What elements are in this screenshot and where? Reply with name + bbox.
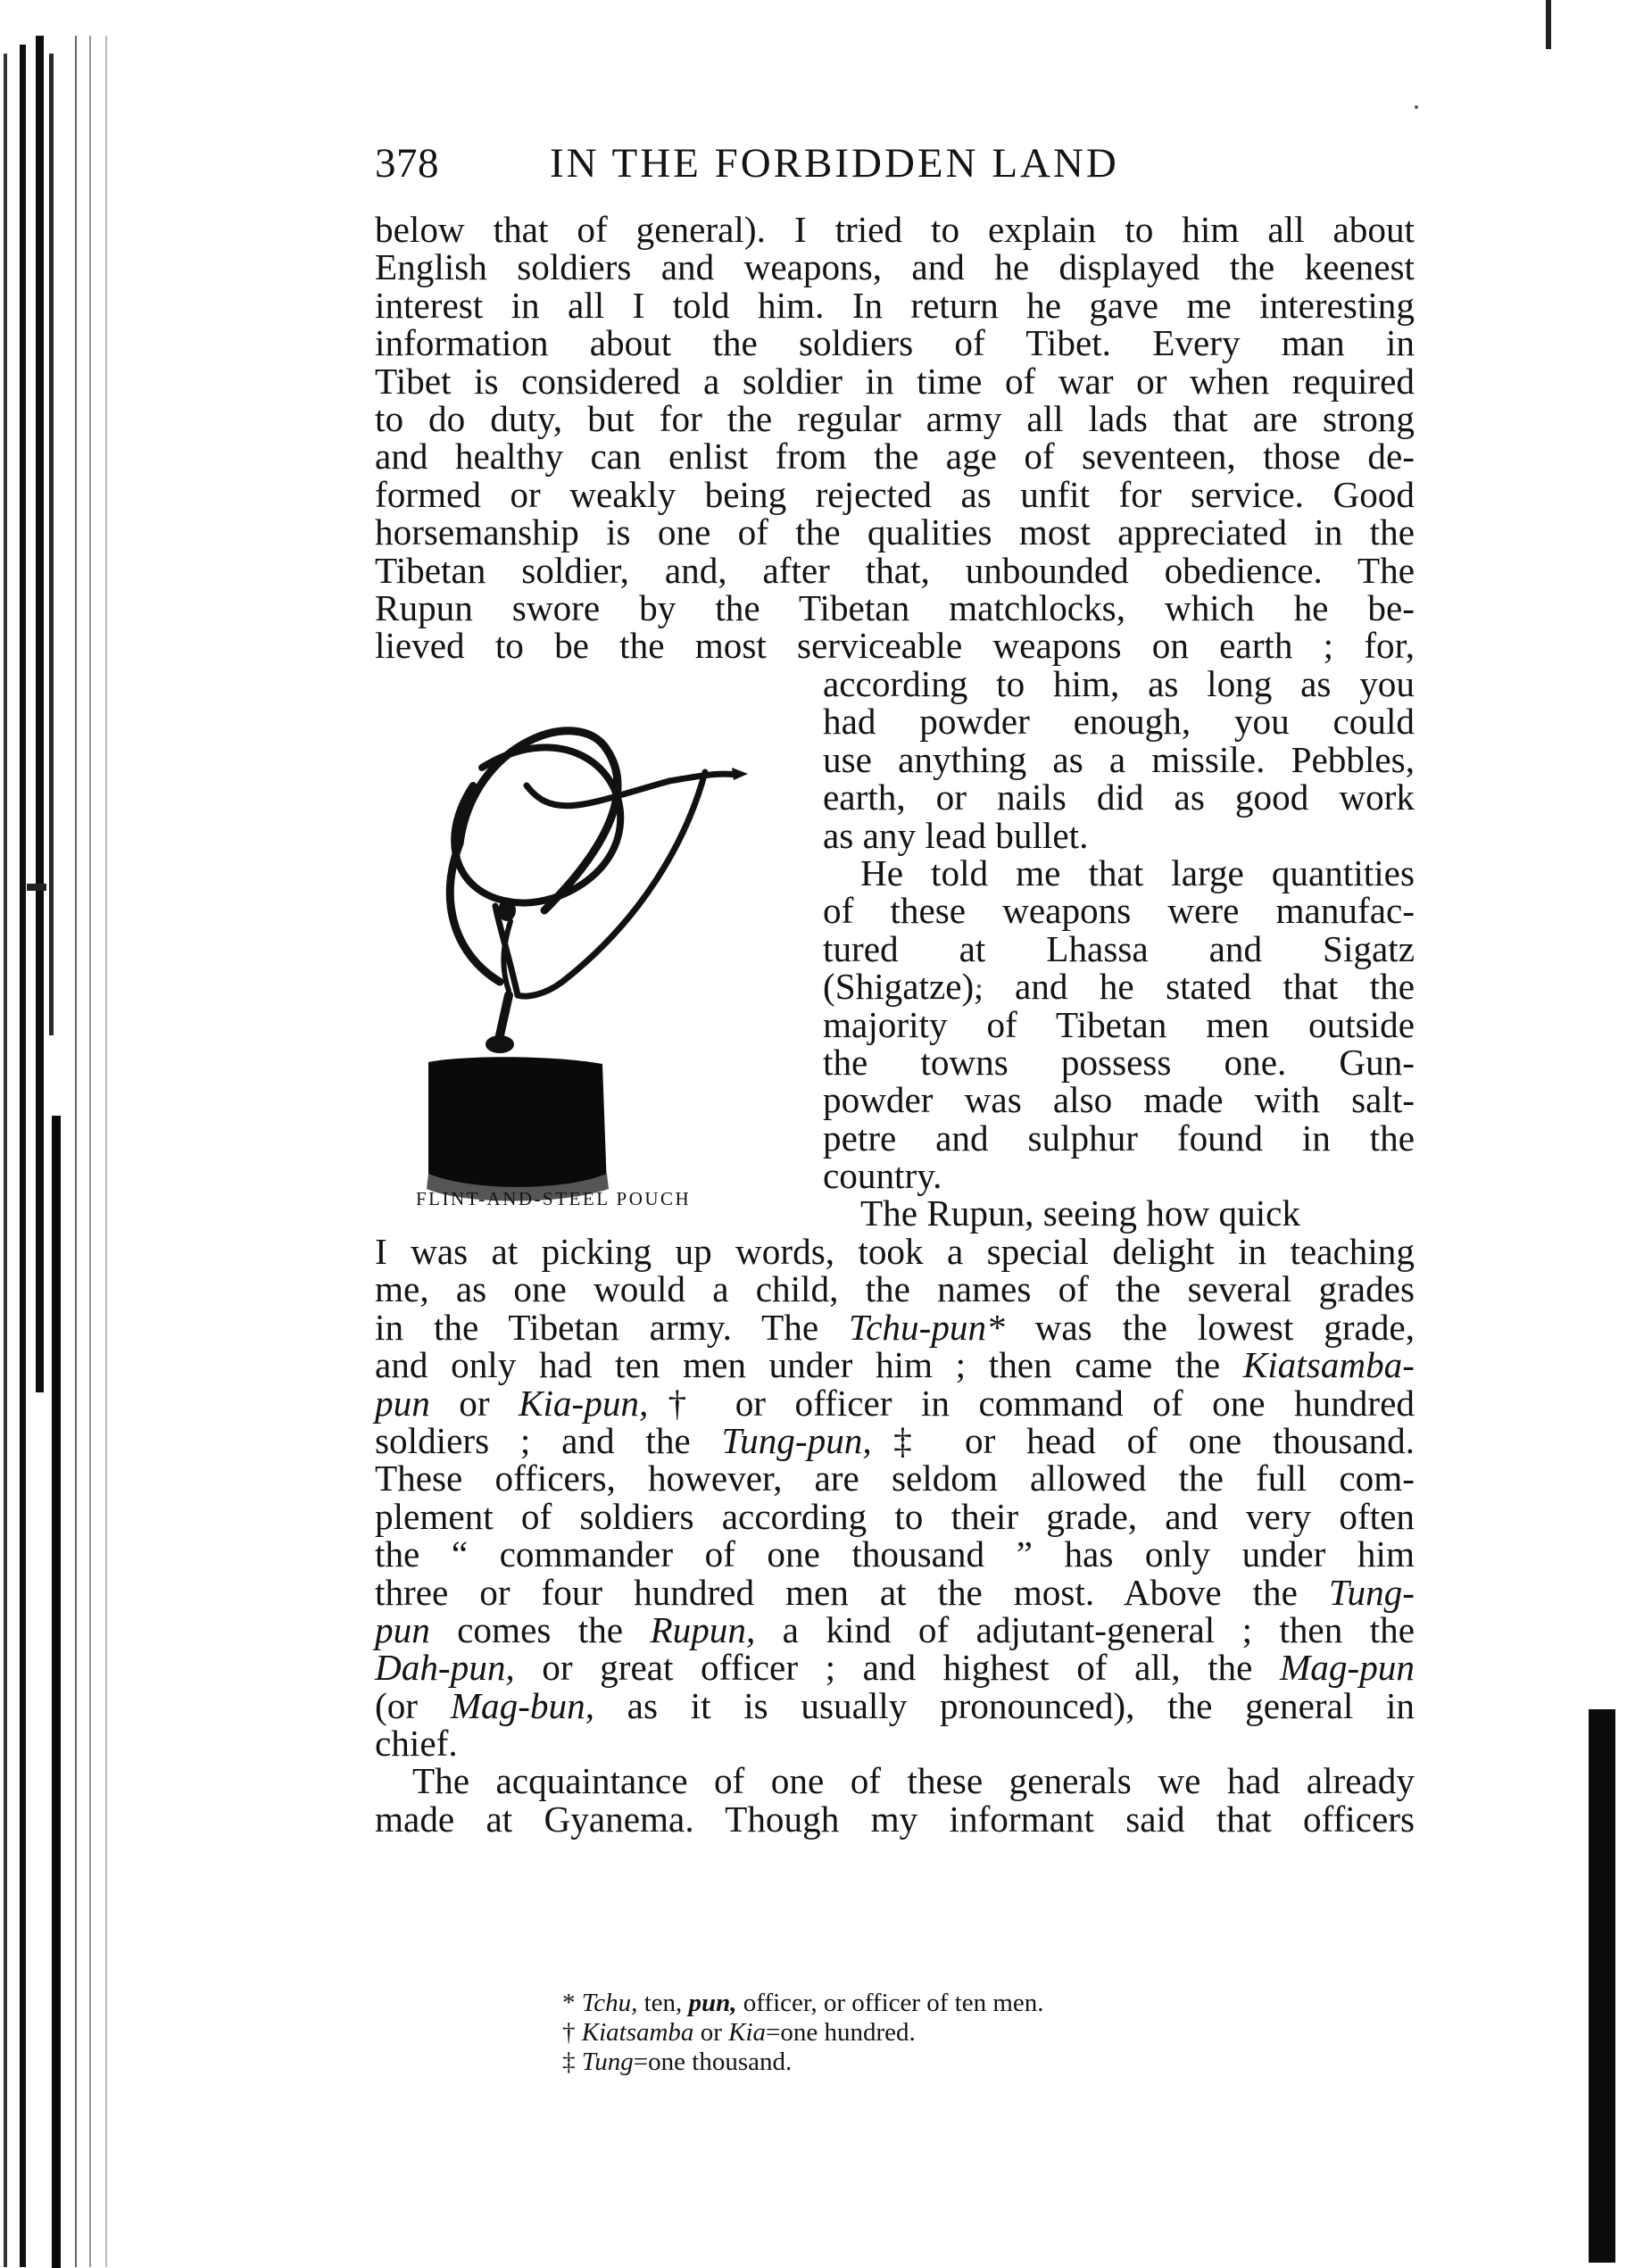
term-italic: Dah-pun, <box>375 1647 515 1689</box>
term-italic: Mag-pun <box>1280 1647 1415 1689</box>
text-line: formed or weakly being rejected as unfit for service. Good <box>375 473 1415 515</box>
text-line: lieved to be the most serviceable weapons on earth ; for, <box>375 625 1415 667</box>
text-line: made at Gyanema. Though my informant said that officers <box>375 1798 1415 1840</box>
page-number: 378 <box>375 140 439 187</box>
text-line: according to him, as long as you <box>823 663 1415 704</box>
text-line: in the Tibetan army. The Tchu-pun* was the lowest grade, <box>375 1306 1415 1348</box>
text-line: the towns possess one. Gun- <box>823 1041 1415 1083</box>
text-line: plement of soldiers according to their grade, and very often <box>375 1495 1415 1537</box>
text-line: powder was also made with salt- <box>823 1079 1415 1121</box>
figure-caption: FLINT-AND-STEEL POUCH <box>416 1188 692 1209</box>
text-line: three or four hundred men at the most. Above the Tung- <box>375 1571 1415 1613</box>
text-line: Tibetan soldier, and, after that, unbounded obedience. The <box>375 549 1415 591</box>
page-edge-right <box>1589 1709 1615 2263</box>
text-line: I was at picking up words, took a special delight in teaching <box>375 1231 1415 1272</box>
body-text-side <box>823 665 1415 1233</box>
text-line: country. <box>823 1155 942 1197</box>
text-line: chief. <box>375 1723 458 1765</box>
text-line: and healthy can enlist from the age of seventeen, those de- <box>375 436 1415 478</box>
text-line: The acquaintance of one of these generals we had already <box>412 1760 1415 1802</box>
flint-and-steel-pouch-illustration <box>375 687 785 1223</box>
text-line: majority of Tibetan men outside <box>823 1003 1415 1045</box>
term-italic: Mag-bun, <box>450 1684 594 1726</box>
body-text-top <box>375 211 1415 665</box>
text-line: the “ commander of one thousand ” has only under him <box>375 1533 1415 1575</box>
binding-shadow <box>0 0 125 2268</box>
text-line: pun comes the Rupun, a kind of adjutant-general ; then the <box>375 1608 1415 1650</box>
text-line: The Rupun, seeing how quick <box>860 1192 1301 1234</box>
term-italic: Kia-pun, <box>519 1382 649 1424</box>
text-line: and only had ten men under him ; then came the Kiatsamba- <box>375 1344 1415 1386</box>
body-text-bottom <box>375 1233 1415 1838</box>
footnote-2: † Kiatsamba or Kia=one hundred. <box>562 2018 916 2047</box>
text-line: Dah-pun, or great officer ; and highest of all, the Mag-pun <box>375 1647 1415 1689</box>
text-line: information about the soldiers of Tibet. Every man in <box>375 322 1415 364</box>
text-line: tured at Lhassa and Sigatz <box>823 927 1415 969</box>
term-italic: Tchu-pun* <box>849 1306 1005 1348</box>
text-line: to do duty, but for the regular army all lads that are strong <box>375 397 1415 439</box>
text-line: Tibet is considered a soldier in time of war or when required <box>375 360 1415 402</box>
text-line: petre and sulphur found in the <box>823 1117 1415 1159</box>
text-line: below that of general). I tried to explain to him all about <box>375 209 1415 250</box>
text-line: soldiers ; and the Tung-pun,‡ or head of one thousand. <box>375 1419 1415 1461</box>
footnote-1: * Tchu, ten, pun, officer, or officer of ten men. <box>562 1989 1044 2017</box>
term-italic: Tung- <box>1328 1571 1415 1613</box>
speck <box>1415 105 1418 109</box>
text-line: interest in all I told him. In return he gave me interesting <box>375 284 1415 326</box>
term-italic: pun <box>375 1608 430 1650</box>
term-italic: pun <box>375 1382 430 1424</box>
page-edge-top-right <box>1546 0 1551 49</box>
text-line: He told me that large quantities <box>860 852 1415 893</box>
text-line: (or Mag-bun, as it is usually pronounced), the general in <box>375 1684 1415 1726</box>
running-header <box>375 139 1419 193</box>
text-line: earth, or nails did as good work <box>823 777 1415 818</box>
term-italic: Tung-pun, <box>721 1419 872 1461</box>
text-line: Rupun swore by the Tibetan matchlocks, which he be- <box>375 586 1415 628</box>
running-title: IN THE FORBIDDEN LAND <box>550 140 1119 187</box>
text-line: horsemanship is one of the qualities most appreciated in the <box>375 511 1415 553</box>
term-italic: Kiatsamba- <box>1242 1344 1415 1386</box>
term-italic: Rupun, <box>650 1608 756 1650</box>
text-line: These officers, however, are seldom allowed the full com- <box>375 1458 1415 1500</box>
text-line: use anything as a missile. Pebbles, <box>823 738 1415 780</box>
text-line: as any lead bullet. <box>823 814 1089 856</box>
text-line: me, as one would a child, the names of the several grades <box>375 1268 1415 1310</box>
text-line: pun or Kia-pun,† or officer in command of one hundred <box>375 1382 1415 1424</box>
text-line: of these weapons were manufac- <box>823 890 1415 932</box>
text-line: (Shigatze), and he stated that the <box>823 966 1415 1008</box>
text-line: had powder enough, you could <box>823 701 1415 743</box>
footnotes <box>562 1989 1044 2077</box>
text-line: English soldiers and weapons, and he displayed the keenest <box>375 246 1415 288</box>
footnote-3: ‡ Tung=one thousand. <box>562 2048 793 2076</box>
